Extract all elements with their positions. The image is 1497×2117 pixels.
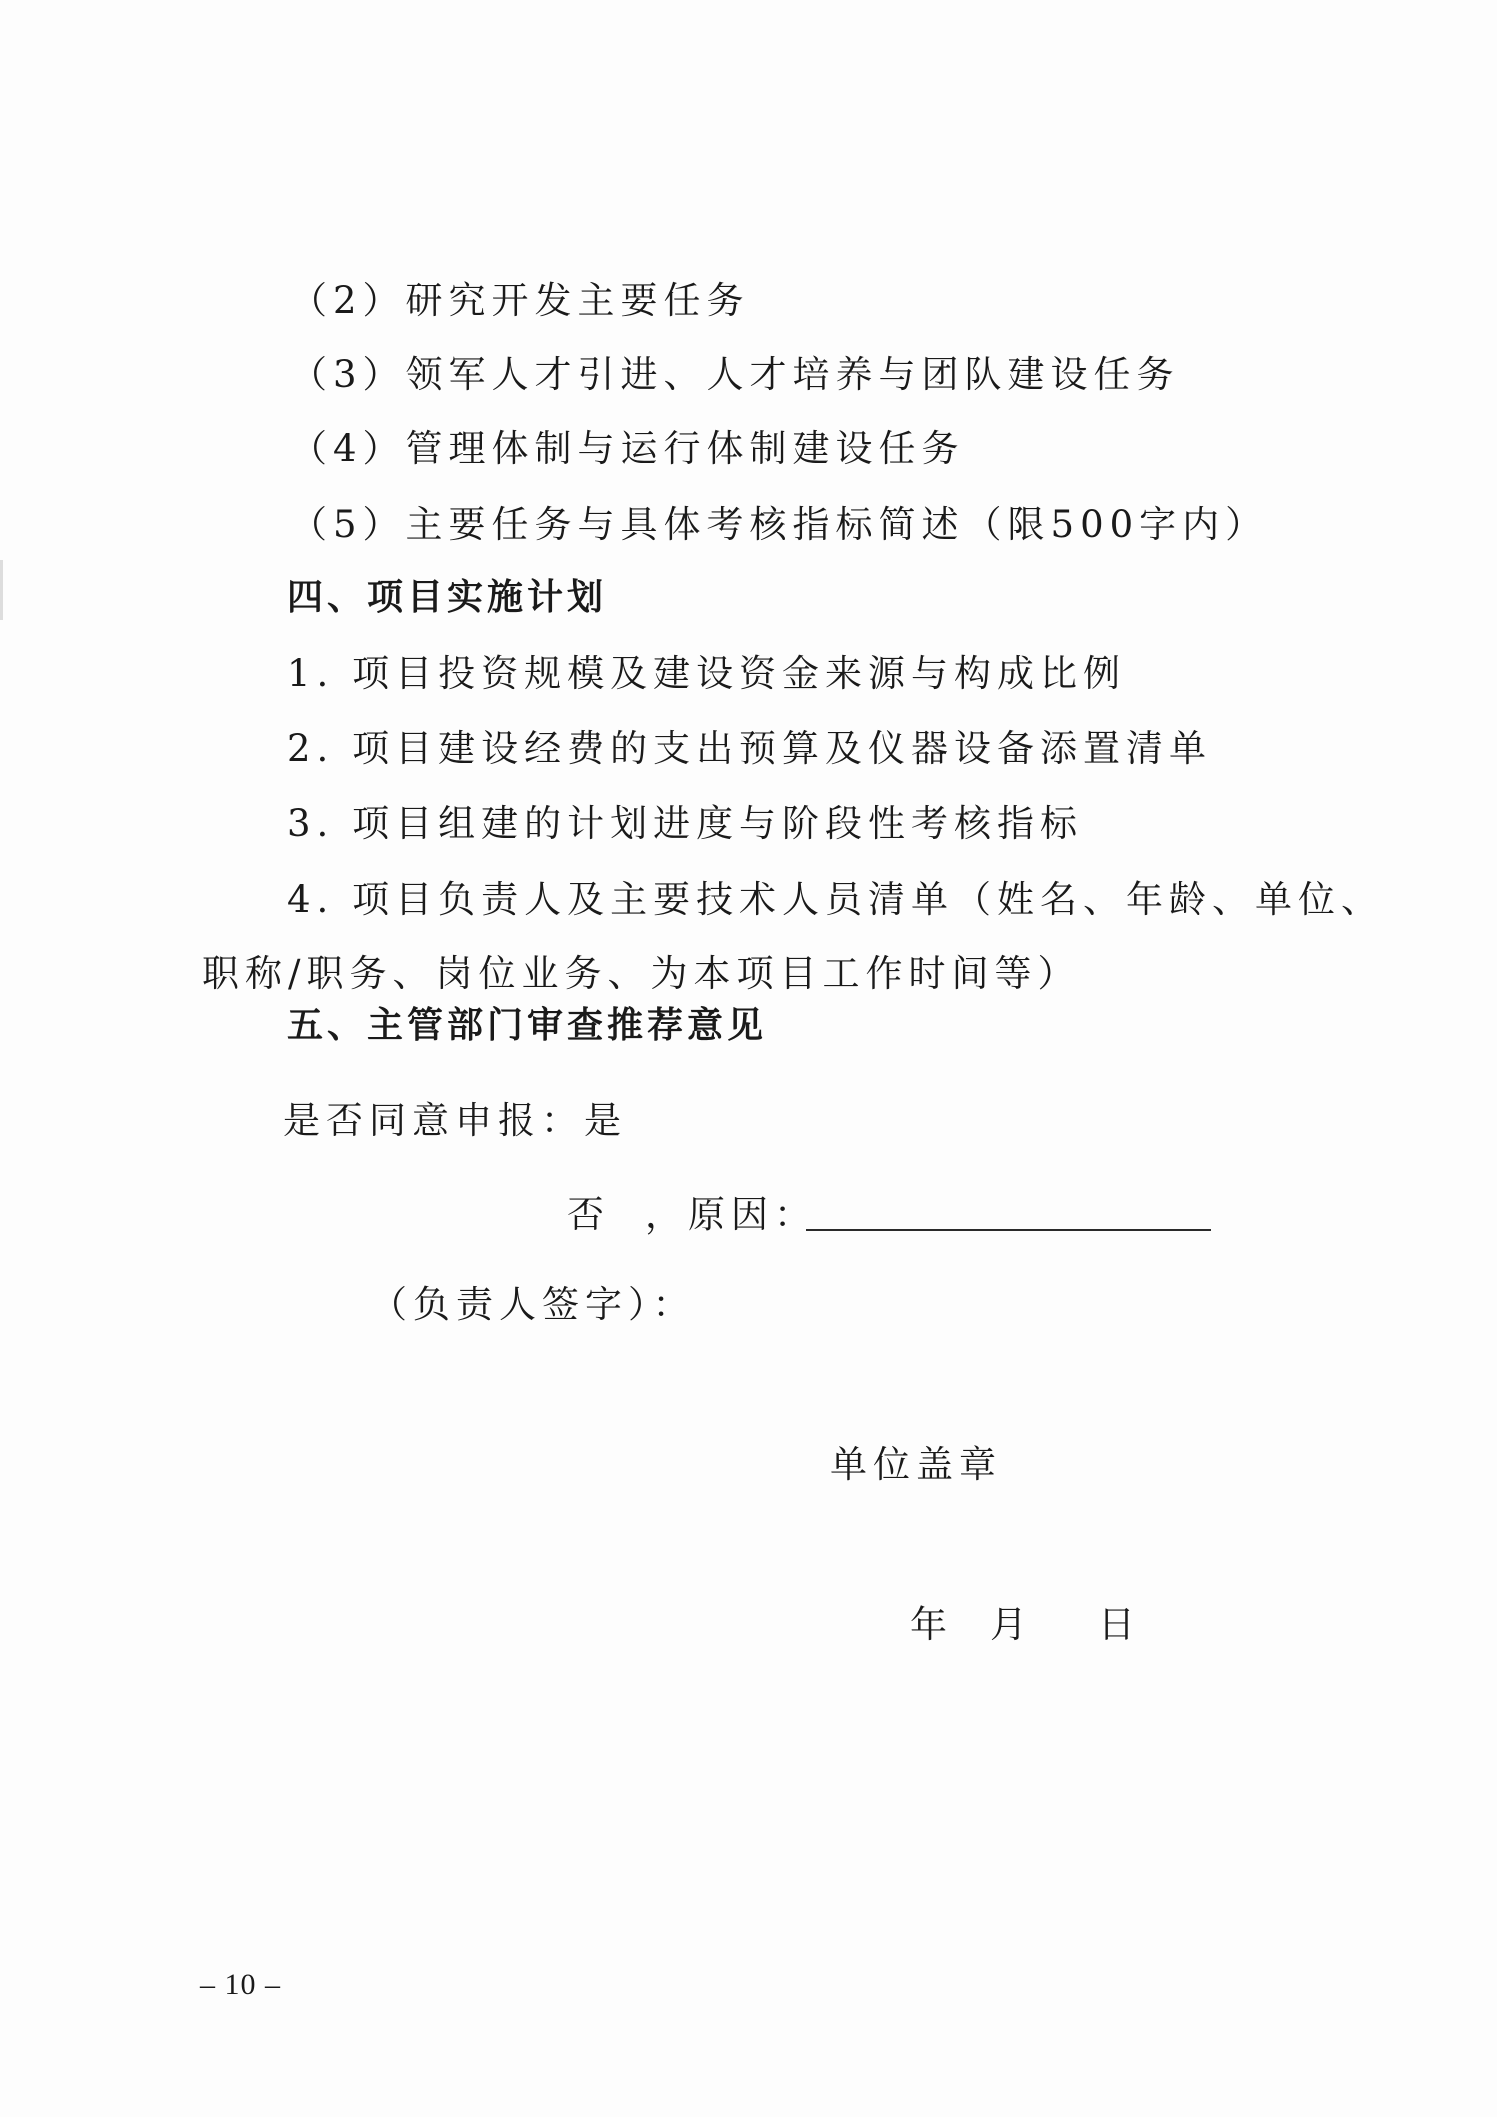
plan-item-2: 2. 项目建设经费的支出预算及仪器设备添置清单 [287,727,1213,770]
task-item-5: （5）主要任务与具体考核指标简述（限500字内） [290,503,1269,546]
date-year: 年 [910,1603,953,1646]
plan-item-3: 3. 项目组建的计划进度与阶段性考核指标 [287,802,1084,845]
plan-item-1: 1. 项目投资规模及建设资金来源与构成比例 [287,652,1127,695]
scan-edge-mark [0,560,3,620]
reason-blank-line[interactable] [806,1229,1211,1231]
task-item-2: （2）研究开发主要任务 [290,279,750,322]
reason-label: ，原因： [645,1193,817,1236]
date-month: 月 [990,1603,1033,1646]
date-day: 日 [1098,1603,1141,1646]
agree-line: 是否同意申报：是 [283,1099,627,1142]
plan-item-4-continuation: 职称/职务、岗位业务、为本项目工作时间等） [202,952,1081,995]
task-item-3: （3）领军人才引进、人才培养与团队建设任务 [290,353,1180,396]
task-item-4: （4）管理体制与运行体制建设任务 [290,427,965,470]
plan-item-4: 4. 项目负责人及主要技术人员清单（姓名、年龄、单位、 [287,878,1385,921]
page-number: – 10 – [200,1968,281,2001]
seal-label: 单位盖章 [830,1443,1002,1486]
section-5-heading: 五、主管部门审查推荐意见 [287,1005,768,1046]
disagree-label: 否 [567,1193,610,1236]
signature-label: （负责人签字）： [370,1283,696,1326]
section-4-heading: 四、项目实施计划 [287,577,608,618]
